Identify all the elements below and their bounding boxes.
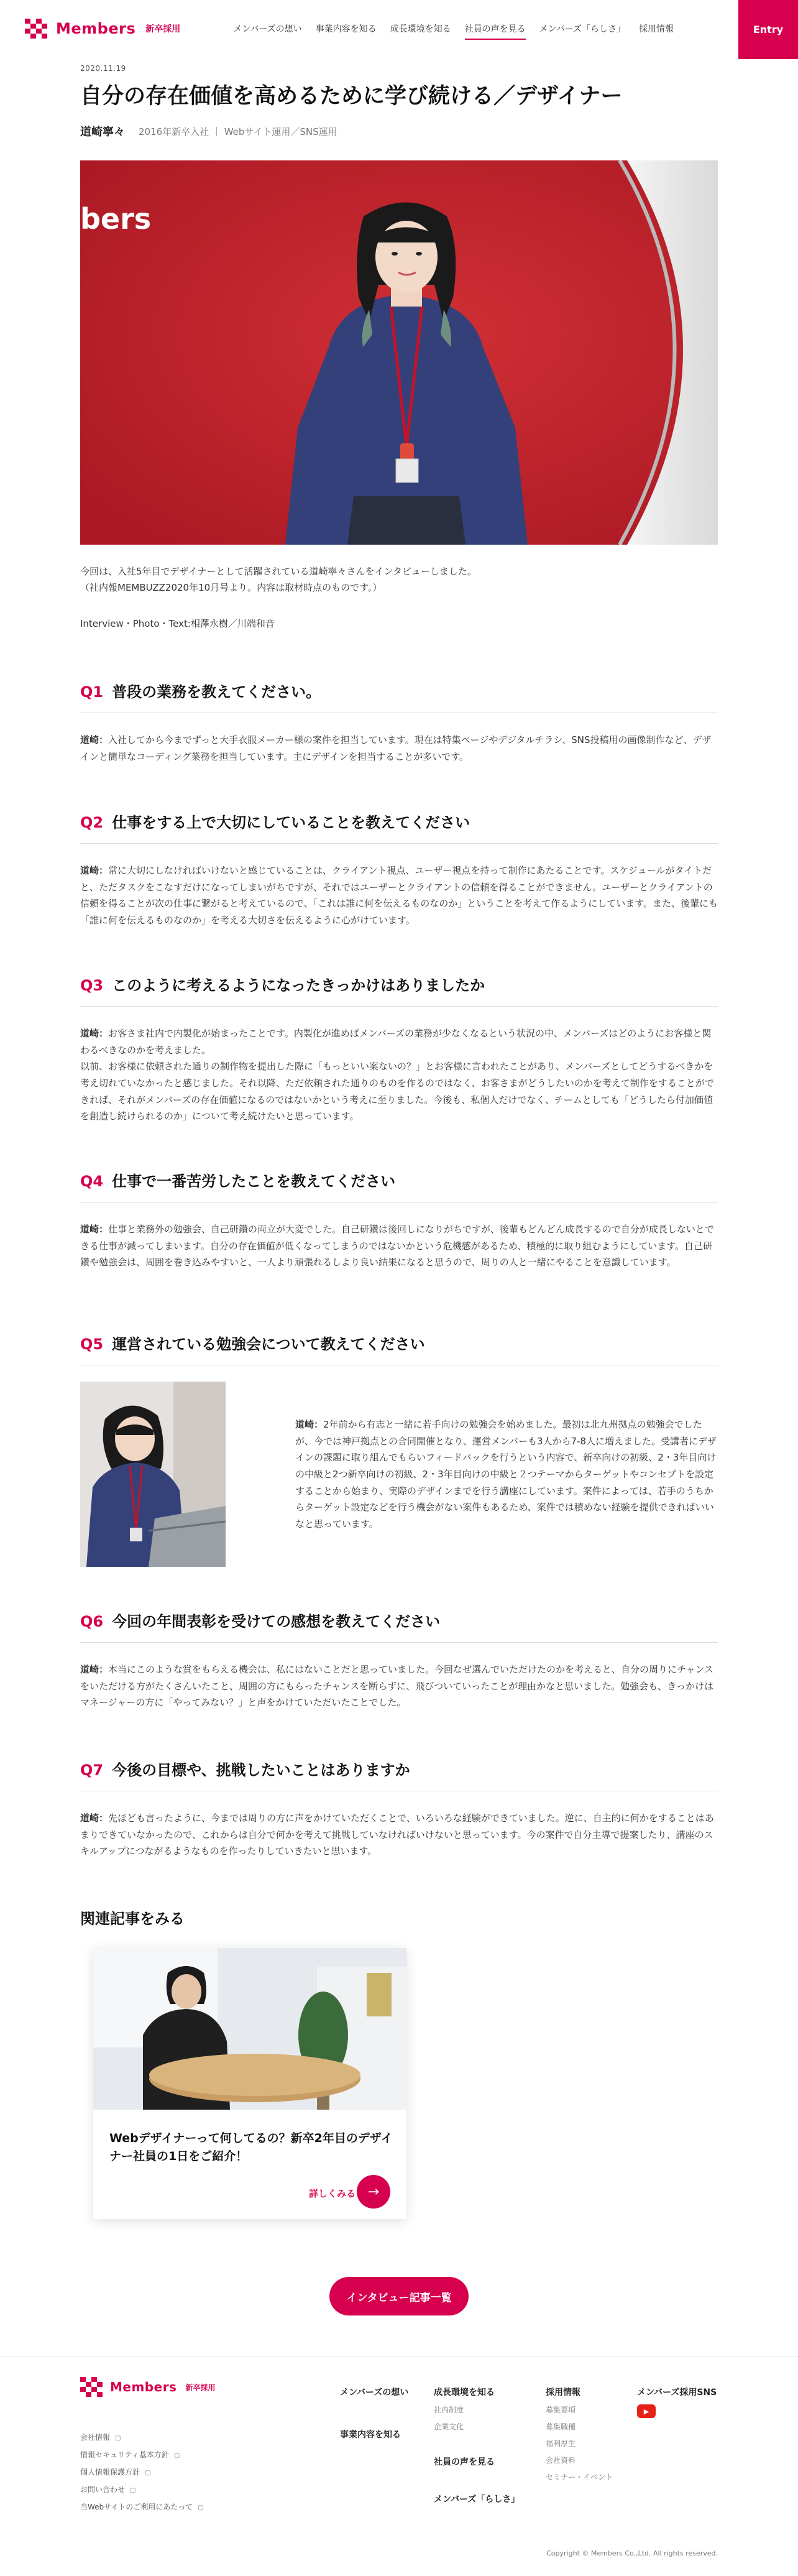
page-title: 自分の存在価値を高めるために学び続ける／デザイナー <box>80 84 623 109</box>
question-title: 今回の年間表彰を受けての感想を教えてください <box>112 1613 441 1630</box>
footer-link-recruit[interactable]: 採用情報 <box>546 2388 580 2398</box>
external-link-icon: ▢ <box>198 2504 204 2511</box>
footer-link-materials[interactable]: 会社資料 <box>546 2456 576 2465</box>
footer-link-security[interactable]: 情報セキュリティ基本方針 ▢ <box>80 2450 180 2459</box>
question-number: Q5 <box>80 1336 104 1353</box>
related-article-image <box>93 1948 406 2110</box>
footer-link-business[interactable]: 事業内容を知る <box>340 2430 401 2440</box>
nav-item-business[interactable]: 事業内容を知る <box>315 24 377 34</box>
question-number: Q3 <box>80 977 104 994</box>
logo-mark-icon <box>80 2377 104 2397</box>
q5-content-row <box>80 1382 718 1567</box>
footer-col-4 <box>637 2386 717 2418</box>
question-title: 仕事をする上で大切にしていることを教えてください <box>112 814 470 831</box>
question-heading <box>80 1332 718 1365</box>
answer-text <box>80 1025 718 1125</box>
author-name: 道崎寧々 <box>80 126 125 139</box>
footer-logo-text: Members <box>110 2380 177 2394</box>
footer-link-jobs[interactable]: 募集職種 <box>546 2422 576 2431</box>
intro-line-2: （社内報MEMBUZZ2020年10月号より。内容は取材時点のものです。） <box>80 582 382 594</box>
speaker-label: 道崎： <box>80 734 109 746</box>
answer-text <box>80 1221 718 1271</box>
qa-section-q4 <box>80 1169 718 1271</box>
youtube-icon[interactable]: ▶ <box>637 2404 656 2418</box>
answer-body: 先ほども言ったように、今までは周りの方に声をかけていただくことで、いろいろな経験ができていました。逆に、自主的に何かをすることはあまりできていなかったので、これからは自分で何かを考えて挑戦していなければいけないと思っています。今の案件で自分主導で提案したり、講座のスキルアップにつながるようなものを作ったりしていきたいと思います。 <box>80 1812 714 1857</box>
interview-list-button[interactable]: インタビュー記事一覧 <box>329 2277 469 2315</box>
qa-section-q1 <box>80 680 718 765</box>
footer-link-requirements[interactable]: 募集要項 <box>546 2406 576 2414</box>
external-link-icon: ▢ <box>130 2487 136 2494</box>
question-title: 運営されている勉強会について教えてください <box>112 1336 425 1353</box>
footer-link-culture[interactable]: 企業文化 <box>434 2422 464 2431</box>
speaker-label: 道崎： <box>80 1812 109 1824</box>
footer-link-system[interactable]: 社内制度 <box>434 2406 464 2414</box>
question-number: Q1 <box>80 683 104 701</box>
answer-body: お客さま社内で内製化が始まったことです。内製化が進めばメンバーズの業務が少なくなるという状況の中、メンバーズはどのようにお客様と関わるべきなのかを考えました。 <box>80 1028 712 1056</box>
article-date: 2020.11.19 <box>80 64 126 73</box>
footer-link-growth[interactable]: 成長環境を知る <box>434 2388 495 2398</box>
external-link-icon: ▢ <box>173 2452 180 2459</box>
footer-link-voices[interactable]: 社員の声を見る <box>434 2457 495 2467</box>
footer-link-philosophy[interactable]: メンバーズの想い <box>340 2388 409 2398</box>
copyright: Copyright © Members Co.,Ltd. All rights reserved. <box>546 2549 718 2557</box>
answer-text <box>80 1810 718 1860</box>
question-title: このように考えるようになったきっかけはありましたか <box>112 977 485 994</box>
answer-body: 仕事と業務外の勉強会、自己研鑽の両立が大変でした。自己研鑽は後回しになりがちですが、後輩もどんどん成長するので自分が成長しないとできる仕事が減ってしまいます。自分の存在価値が低くなってしまうのではないかという危機感があるため、積極的に取り組むようにしています。自己研鑽や勉強会は、周囲を巻き込みやすいと、一人より頑張れるしより良い結果になると思うので、周りの人と一緒にやることを意識しています。 <box>80 1224 714 1268</box>
question-heading <box>80 1758 718 1791</box>
question-number: Q7 <box>80 1761 104 1779</box>
qa-section-q6 <box>80 1609 718 1711</box>
answer-text <box>295 1416 718 1567</box>
question-heading <box>80 1169 718 1203</box>
author-info <box>80 123 337 139</box>
related-article-card[interactable] <box>93 1948 406 2219</box>
logo-mark-icon <box>25 19 48 39</box>
footer-link-rashisa[interactable]: メンバーズ「らしさ」 <box>434 2495 520 2504</box>
related-heading: 関連記事をみる <box>80 1910 185 1927</box>
footer-link-events[interactable]: セミナー・イベント <box>546 2473 613 2481</box>
logo-text: Members <box>56 20 136 37</box>
question-title: 普段の業務を教えてください。 <box>112 683 321 701</box>
footer-link-privacy[interactable]: 個人情報保護方針 ▢ <box>80 2468 151 2477</box>
footer-logo[interactable] <box>80 2377 215 2397</box>
external-link-icon: ▢ <box>115 2435 121 2442</box>
nav-item-culture[interactable]: メンバーズ「らしさ」 <box>539 24 625 34</box>
qa-section-q2 <box>80 810 718 929</box>
main-nav <box>233 22 674 40</box>
credit-text: Interview・Photo・Text:相澤永樹／川端和音 <box>80 618 275 629</box>
speaker-label: 道崎： <box>80 1664 109 1675</box>
related-article-title[interactable]: Webデザイナーって何してるの？新卒2年目のデザイナー社員の1日をご紹介！ <box>109 2131 393 2163</box>
speaker-label: 道崎： <box>80 1028 109 1039</box>
question-heading <box>80 973 718 1007</box>
footer-logo-subtitle: 新卒採用 <box>185 2383 216 2392</box>
answer-text <box>80 862 718 929</box>
external-link-icon: ▢ <box>145 2470 151 2477</box>
footer-col-2 <box>434 2386 520 2511</box>
answer-body: 常に大切にしなければいけないと感じていることは、クライアント視点、ユーザー視点を持って制作にあたることです。スケジュールがタイトだと、ただタスクをこなすだけになってしまいがちですが、それではユーザーとクライアントの信頼を得ることができません。ユーザーとクライアントの信頼を得ることが次の仕事に繋がると考えているので、「これは誰に何を伝えるものなのか」ということを考えて作るようにしています。また、後輩にも「誰に何を伝えるものなのか」を考える大切さを伝えるように心がけています。 <box>80 865 718 926</box>
site-footer <box>0 2357 798 2576</box>
question-heading <box>80 1609 718 1643</box>
hero-sign-text: bers <box>80 202 152 236</box>
answer-body-2: 以前、お客様に依頼された通りの制作物を提出した際に「もっといい案ないの？」とお客様に言われたことがあり、メンバーズとしてどうするべきかを考え切れていなかったと感じました。それ以降、ただ依頼された通りのものを作るのではなく、お客さまがどうしたいのかを考えて制作をすることができれば、それがメンバーズの存在価値になるのではないかという考えに至りました。今後も、私個人だけでなく、チームとしても「どうしたら付加価値を創造し続けられるのか」について考え続けたいと思っています。 <box>80 1061 714 1122</box>
arrow-right-icon[interactable]: → <box>357 2175 390 2209</box>
answer-text <box>80 732 718 765</box>
intro-line-1: 今回は、入社5年目でデザイナーとして活躍されている道崎寧々さんをインタビューしました。 <box>80 566 477 577</box>
hero-photo <box>80 160 718 545</box>
question-heading <box>80 810 718 844</box>
entry-button[interactable]: Entry <box>738 0 798 59</box>
question-number: Q6 <box>80 1613 104 1630</box>
read-more-link[interactable]: 詳しくみる <box>308 2188 355 2199</box>
nav-item-growth[interactable]: 成長環境を知る <box>390 24 451 34</box>
speaker-label: 道崎： <box>80 1224 109 1235</box>
qa-section-q5 <box>80 1332 718 1567</box>
intro-text <box>80 563 718 596</box>
speaker-label: 道崎： <box>80 865 109 876</box>
qa-section-q3 <box>80 973 718 1125</box>
nav-item-philosophy[interactable]: メンバーズの想い <box>233 24 302 34</box>
site-header <box>0 0 798 59</box>
answer-body: 2年前から有志と一緒に若手向けの勉強会を始めました。最初は北九州拠点の勉強会でしたが、今では神戸拠点との合同開催となり、運営メンバーも3人から7-8人に増えました。受講者にデザインの課題に取り組んでもらいフィードバックを行うという内容で、新卒向けの初級、2・3年目向けの中級と2つ新卒向けの初級、2・3年目向けの中級と２つテーマからターゲットやコンセプトを設定することから始まり、実際のデザインまでを行う講座にしています。案件によっては、若手のうちからターゲット設定などを行う機会がない案件もあるため、案件では積めない経験を提供できればいいなと思っています。 <box>295 1419 717 1530</box>
answer-text <box>80 1661 718 1711</box>
question-heading <box>80 680 718 713</box>
footer-link-contact[interactable]: お問い合わせ ▢ <box>80 2485 136 2494</box>
qa-section-q7 <box>80 1758 718 1860</box>
nav-item-voices[interactable]: 社員の声を見る <box>465 22 526 40</box>
footer-sns-heading: メンバーズ採用SNS <box>637 2388 717 2398</box>
footer-link-company[interactable]: 会社情報 ▢ <box>80 2433 121 2442</box>
study-session-photo <box>80 1382 226 1567</box>
logo-subtitle: 新卒採用 <box>145 24 181 34</box>
author-meta: 2016年新卒入社 ｜ Webサイト運用／SNS運用 <box>139 126 337 137</box>
speaker-label: 道崎： <box>295 1419 324 1430</box>
answer-body: 入社してから今までずっと大手衣服メーカー様の案件を担当しています。現在は特集ページやデジタルチラシ、SNS投稿用の画像制作など、デザインと簡単なコーディング業務を担当しています。主にデザインを担当することが多いです。 <box>80 734 712 762</box>
question-title: 今後の目標や、挑戦したいことはありますか <box>112 1761 410 1779</box>
nav-item-recruit[interactable]: 採用情報 <box>639 24 674 34</box>
question-title: 仕事で一番苦労したことを教えてください <box>112 1173 396 1190</box>
footer-link-benefits[interactable]: 福利厚生 <box>546 2439 576 2448</box>
answer-body: 本当にこのような賞をもらえる機会は、私にはないことだと思っていました。今回なぜ選んでいただけたのかを考えると、自分の周りにチャンスをいただける方がたくさんいたこと、周囲の方にもらったチャンスを断らずに、飛びついていったことが理由かなと思いました。勉強会も、きっかけはマネージャーの方に「やってみない？」と声をかけていただいたことでした。 <box>80 1664 714 1709</box>
footer-link-terms[interactable]: 当Webサイトのご利用にあたって ▢ <box>80 2503 204 2511</box>
question-number: Q2 <box>80 814 104 831</box>
footer-legal-links <box>80 2432 204 2512</box>
logo[interactable] <box>25 19 180 39</box>
hero-image <box>80 160 718 545</box>
footer-col-1 <box>340 2386 408 2447</box>
question-number: Q4 <box>80 1173 104 1190</box>
footer-col-3 <box>546 2386 613 2488</box>
